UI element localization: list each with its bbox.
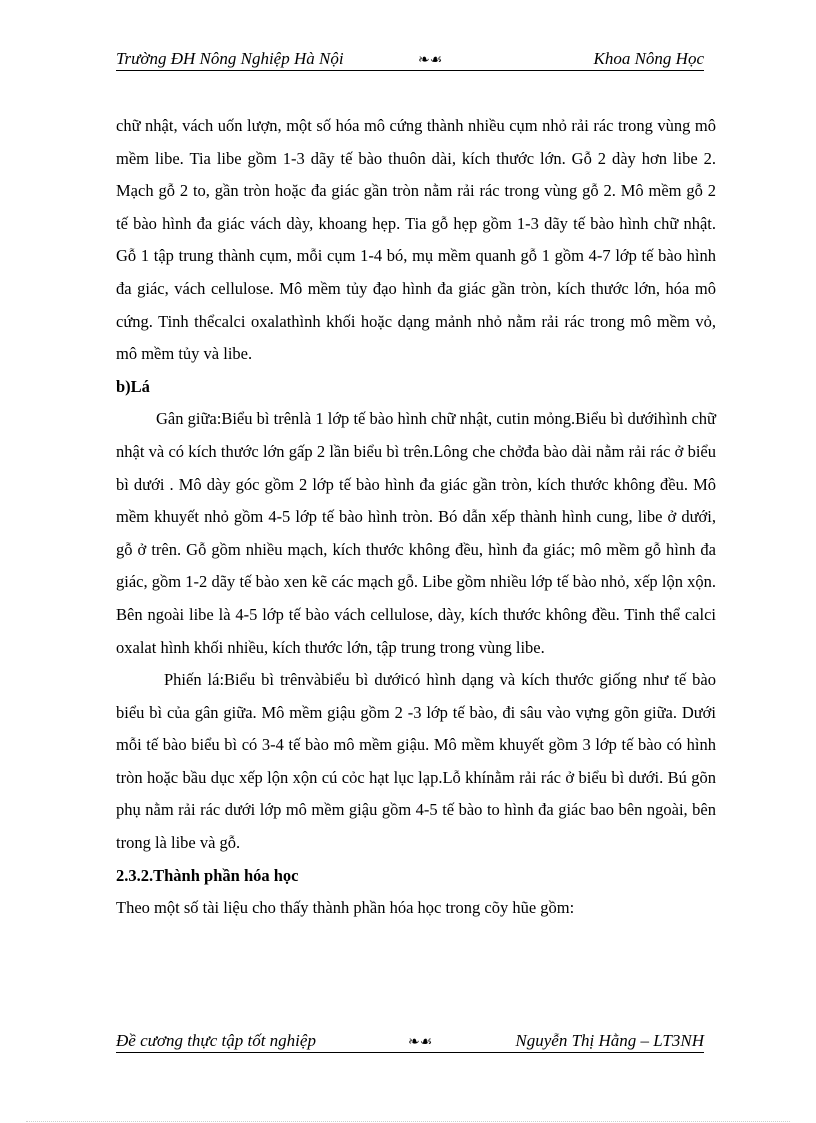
paragraph-leaf-blade: Phiến lá:Biểu bì trênvàbiểu bì dướicó hình dạng và kích thước giống như tế bào biểu bì của gân giữa. Mô mềm giậu gồm 2 -3 lớp tế bào, đi sâu vào vựng gõn giữa. Dưới mỗi tế bào biểu bì có 3-4 tế bào mô mềm giậu. Mô mềm khuyết gồm 3 lớp tế bào có hình tròn hoặc bầu dục xếp lộn xộn cú cỏc hạt lục lạp.Lỗ khínằm rải rác ở biểu bì dưới. Bú gõn phụ nằm rải rác dưới lớp mô mềm giậu gồm 4-5 tế bào to hình đa giác bao bên ngoài, bên trong là libe và gỗ. bbox=[116, 670, 716, 853]
header-faculty-name: Khoa Nông Học bbox=[593, 49, 704, 68]
section-heading-chemical-composition: 2.3.2.Thành phần hóa học bbox=[116, 865, 299, 885]
page-footer bbox=[116, 1030, 704, 1053]
footer-ornament-icon: ❧☙ bbox=[408, 1035, 433, 1050]
paragraph-stem-continuation: chữ nhật, vách uốn lượn, một số hóa mô cứng thành nhiều cụm nhỏ rải rác trong vùng mô mềm libe. Tia libe gồm 1-3 dãy tế bào thuôn dài, kích thước lớn. Gỗ 2 dày hơn libe 2. Mạch gỗ 2 to, gần tròn hoặc đa giác gần tròn nằm rải rác trong vùng gỗ 2. Mô mềm gỗ 2 tế bào hình đa giác vách dày, khoang hẹp. Tia gỗ hẹp gồm 1-3 dãy tế bào hình chữ nhật. Gỗ 1 tập trung thành cụm, mỗi cụm 1-4 bó, mụ mềm quanh gỗ 1 gồm 4-7 lớp tế bào hình đa giác, vách cellulose. Mô mềm tủy đạo hình đa giác gần tròn, kích thước lớn, hóa mô cứng. Tinh thểcalci oxalathình khối hoặc dạng mảnh nhỏ nằm rải rác trong mô mềm vỏ, mô mềm tủy và libe. bbox=[116, 116, 716, 364]
paragraph-midrib: Gân giữa:Biểu bì trênlà 1 lớp tế bào hình chữ nhật, cutin mỏng.Biểu bì dướihình chữ nhật và có kích thước lớn gấp 2 lần biểu bì trên.Lông che chởđa bào dài nằm rải rác ở biểu bì dưới . Mô dày góc gồm 2 lớp tế bào hình đa giác gần tròn, kích thước không đều. Mô mềm khuyết nhỏ gồm 4-5 lớp tế bào hình tròn. Bó dẫn xếp thành hình cung, libe ở dưới, gỗ ở trên. Gỗ gồm nhiều mạch, kích thước không đều, hình đa giác; mô mềm gỗ hình đa giác, gồm 1-2 dãy tế bào xen kẽ các mạch gỗ. Libe gồm nhiều lớp tế bào nhỏ, xếp lộn xộn. Bên ngoài libe là 4-5 lớp tế bào vách cellulose, dày, kích thước không đều. Tinh thể calci oxalat hình khối nhiều, kích thước lớn, tập trung trong vùng libe. bbox=[116, 409, 716, 657]
footer-author: Nguyễn Thị Hằng – LT3NH bbox=[515, 1031, 704, 1050]
header-school-name: Trường ĐH Nông Nghiệp Hà Nội bbox=[116, 49, 344, 68]
header-ornament-icon: ❧☙ bbox=[418, 53, 443, 68]
footer-document-title: Đề cương thực tập tốt nghiệp bbox=[116, 1031, 316, 1050]
page-header bbox=[116, 48, 704, 71]
page-bottom-divider bbox=[26, 1121, 790, 1122]
section-heading-leaf: b)Lá bbox=[116, 376, 150, 396]
paragraph-chemical-intro: Theo một số tài liệu cho thấy thành phần hóa học trong cõy hũe gồm: bbox=[116, 898, 575, 918]
document-body bbox=[116, 110, 716, 925]
